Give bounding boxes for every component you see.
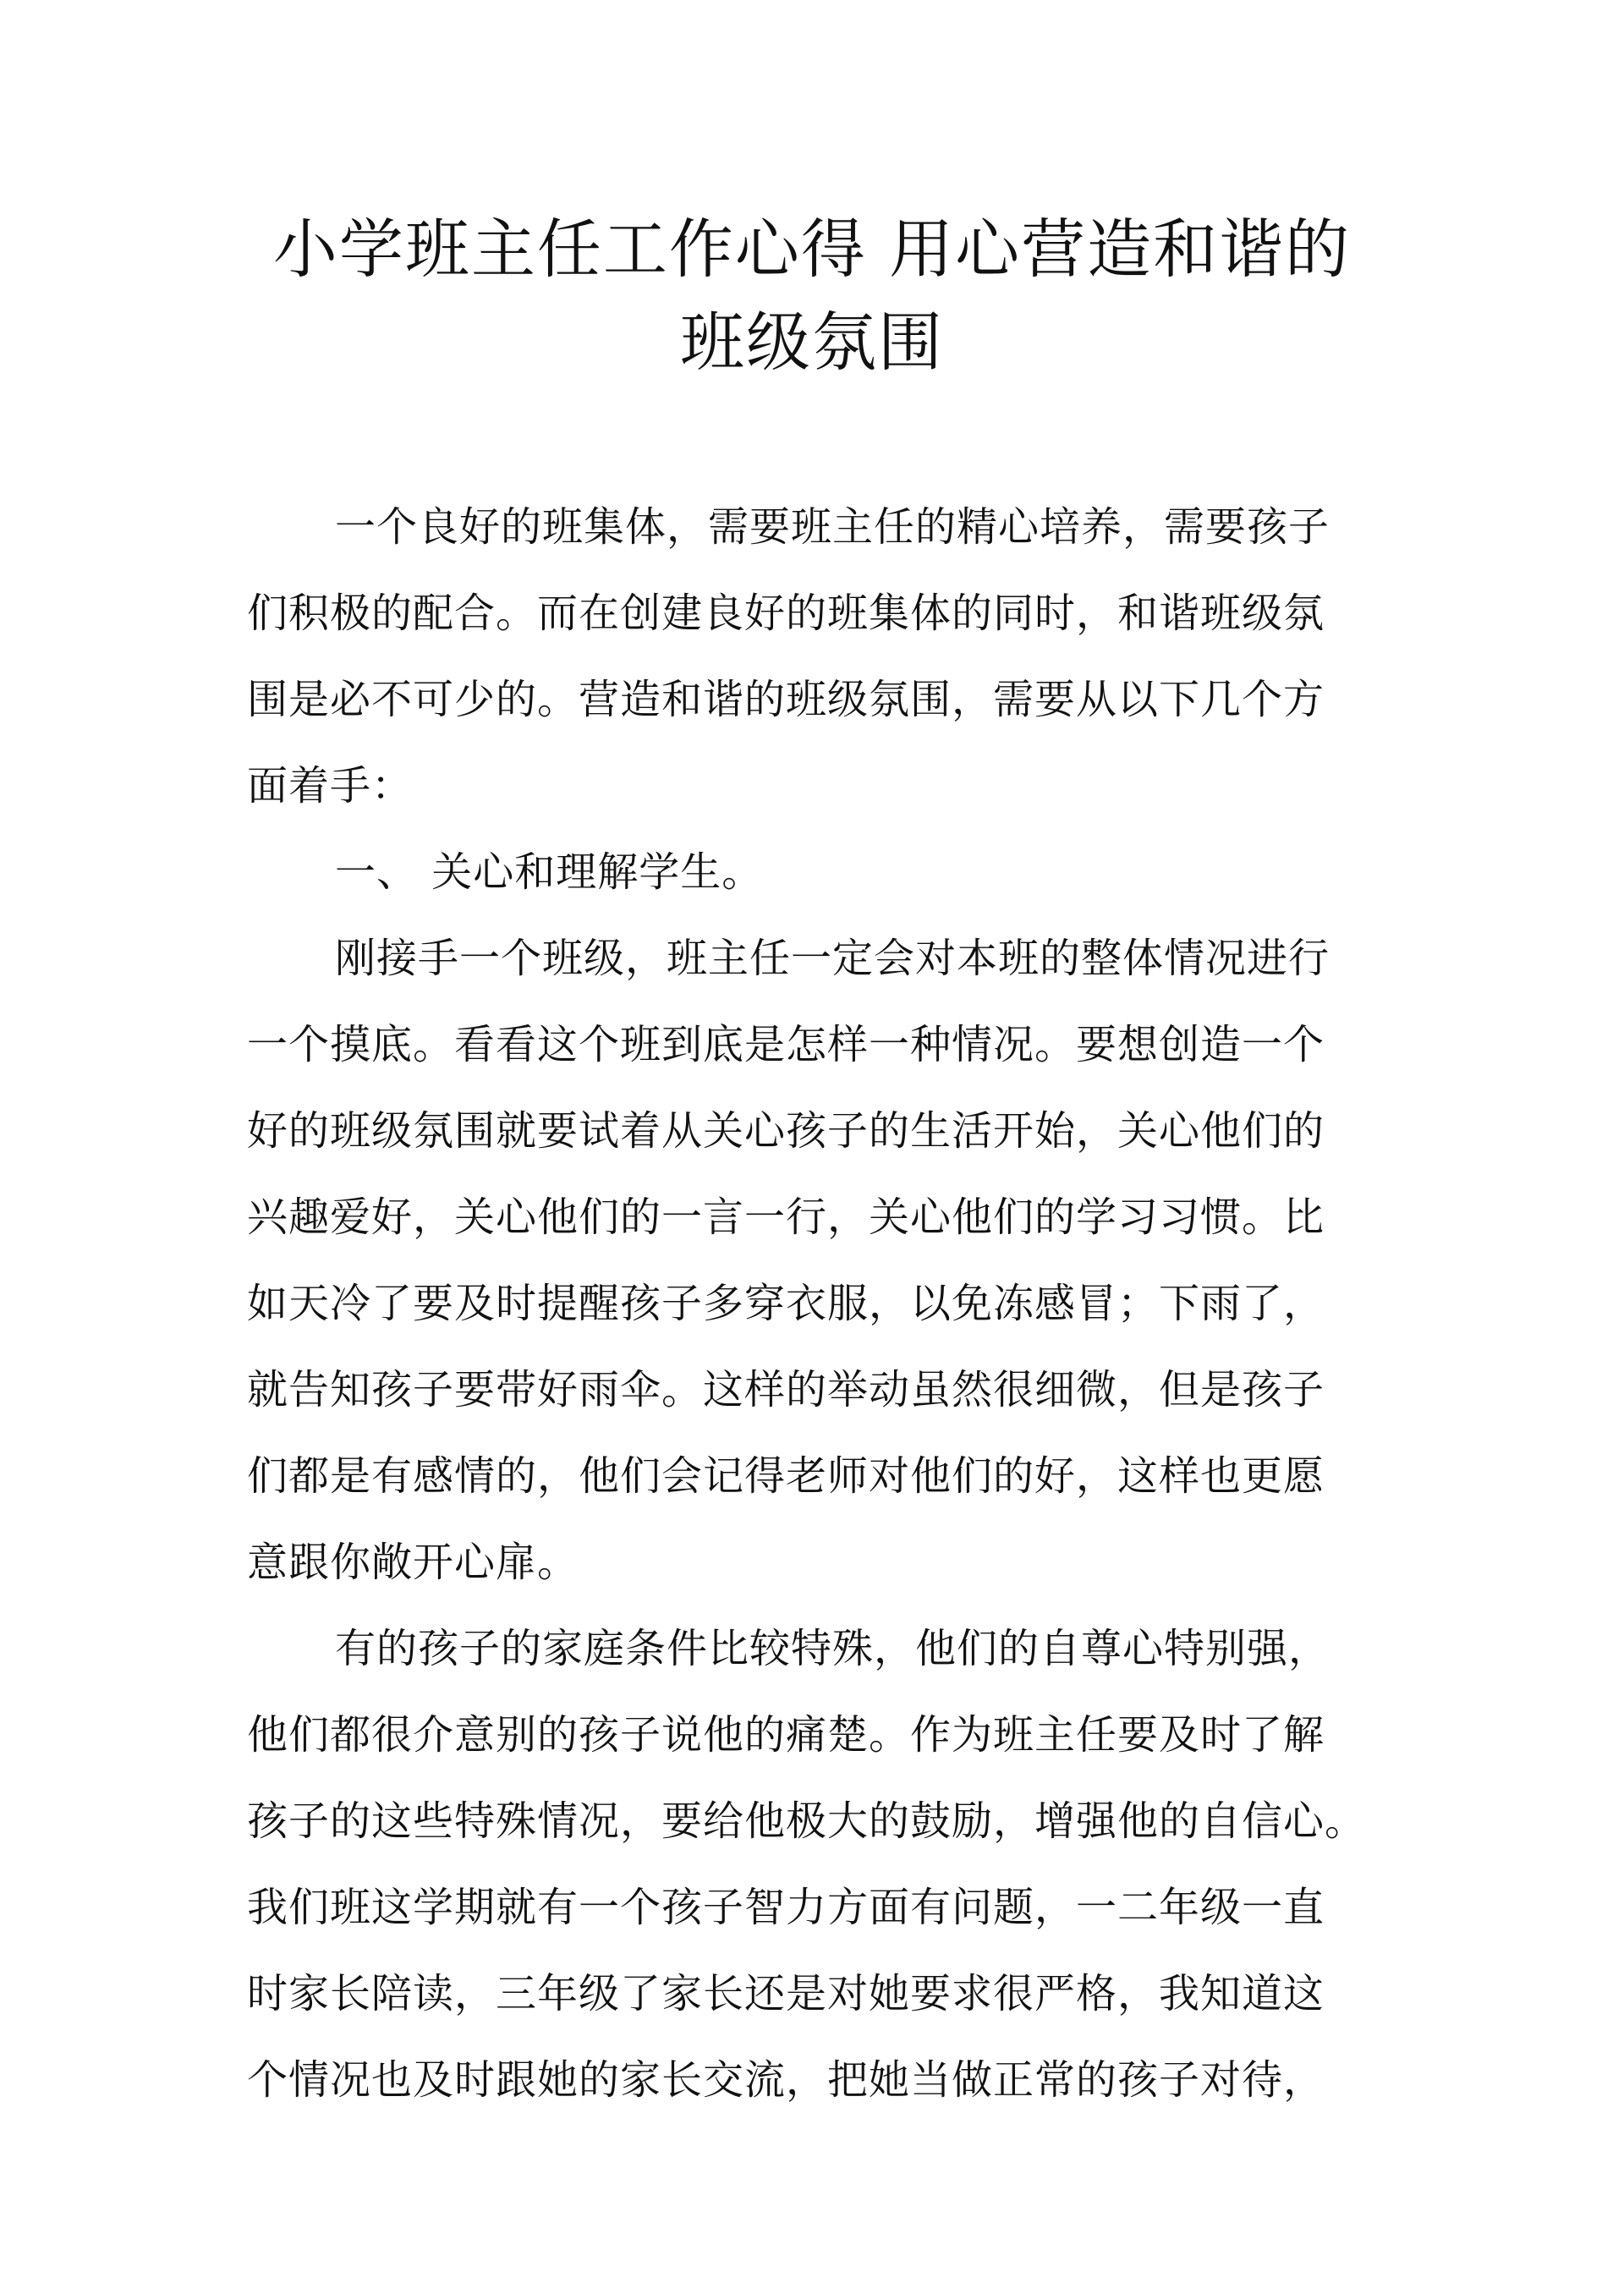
paragraph-2-line-6: 就告知孩子要带好雨伞。这样的举动虽然很细微，但是孩子	[247, 1366, 1325, 1413]
paragraph-3-line-6: 个情况也及时跟她的家长交流，把她当做正常的孩子对待，	[247, 2056, 1325, 2104]
title-line-1: 小学班主任工作心得 用心营造和谐的	[272, 211, 1352, 287]
section-heading-1: 一、 关心和理解学生。	[335, 848, 764, 896]
document-title	[254, 203, 1370, 389]
paragraph-2-line-5: 如天冷了要及时提醒孩子多穿衣服，以免冻感冒；下雨了，	[247, 1280, 1325, 1327]
document-body	[247, 484, 1380, 2123]
paragraph-2-line-7: 们都是有感情的，他们会记得老师对他们的好，这样也更愿	[247, 1452, 1325, 1500]
paragraph-1-line-3: 围是必不可少的。营造和谐的班级氛围，需要从以下几个方	[247, 676, 1325, 723]
paragraph-2-line-1: 刚接手一个班级，班主任一定会对本班的整体情况进行	[335, 935, 1330, 982]
paragraph-3-line-2: 他们都很介意别的孩子说他的痛楚。作为班主任要及时了解	[247, 1711, 1325, 1759]
paragraph-3-line-1: 有的孩子的家庭条件比较特殊，他们的自尊心特别强，	[335, 1625, 1330, 1672]
paragraph-3-line-4: 我们班这学期就有一个孩子智力方面有问题，一二年级一直	[247, 1884, 1325, 1931]
paragraph-1-line-1: 一个良好的班集体，需要班主任的精心培养，需要孩子	[335, 503, 1330, 551]
paragraph-2-line-2: 一个摸底。看看这个班到底是怎样一种情况。要想创造一个	[247, 1021, 1325, 1068]
paragraph-2-line-8: 意跟你敞开心扉。	[247, 1539, 579, 1586]
paragraph-3-line-3: 孩子的这些特殊情况，要给他极大的鼓励，增强他的自信心。	[247, 1797, 1367, 1845]
paragraph-1-line-4: 面着手：	[247, 762, 414, 809]
paragraph-2-line-3: 好的班级氛围就要试着从关心孩子的生活开始，关心他们的	[247, 1107, 1325, 1155]
paragraph-1-line-2: 们积极的配合。而在创建良好的班集体的同时，和谐班级氛	[247, 590, 1325, 637]
paragraph-2-line-4: 兴趣爱好，关心他们的一言一行，关心他们的学习习惯。比	[247, 1194, 1325, 1241]
paragraph-3-line-5: 时家长陪读，三年级了家长还是对她要求很严格，我知道这	[247, 1970, 1325, 2017]
title-line-2: 班级氛围	[680, 305, 944, 380]
